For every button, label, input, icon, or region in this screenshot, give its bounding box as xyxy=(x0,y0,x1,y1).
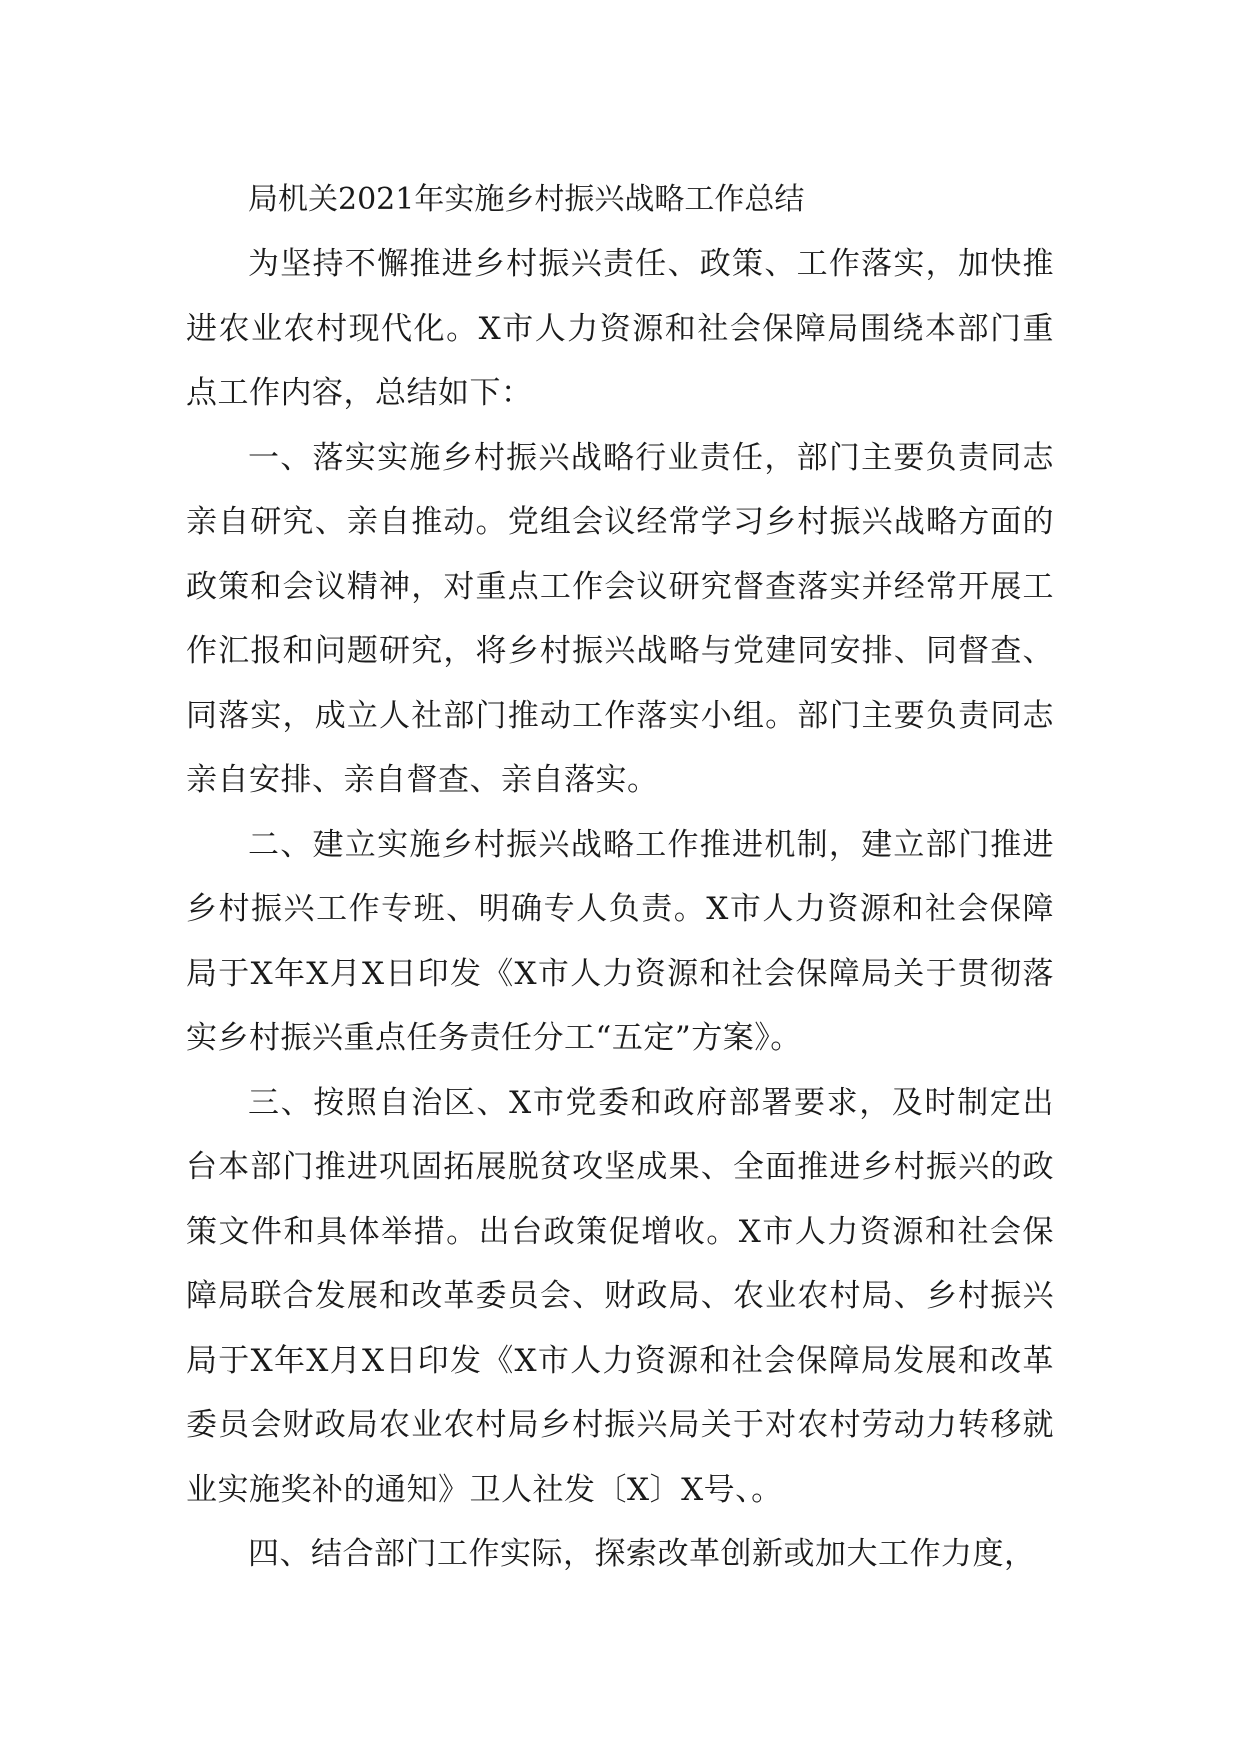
paragraph-section-4: 四、结合部门工作实际，探索改革创新或加大工作力度， xyxy=(248,1536,1036,1572)
document-title: 局机关2021年实施乡村振兴战略工作总结 xyxy=(248,182,805,217)
document-body xyxy=(186,168,1054,1587)
paragraph-section-1: 一、落实实施乡村振兴战略行业责任，部门主要负责同志亲自研究、亲自推动。党组会议经常学习乡村振兴战略方面的政策和会议精神，对重点工作会议研究督查落实并经常开展工作汇报和问题研究，将乡村振兴战略与党建同安排、同督查、同落实，成立人社部门推动工作落实小组。部门主要负责同志亲自安排、亲自督查、亲自落实。 xyxy=(186,439,1054,798)
paragraph-intro: 为坚持不懈推进乡村振兴责任、政策、工作落实，加快推进农业农村现代化。X市人力资源和社会保障局围绕本部门重点工作内容，总结如下： xyxy=(186,246,1054,411)
paragraph-section-2: 二、建立实施乡村振兴战略工作推进机制，建立部门推进乡村振兴工作专班、明确专人负责。X市人力资源和社会保障局于X年X月X日印发《X市人力资源和社会保障局关于贯彻落实乡村振兴重点任务责任分工“五定”方案》。 xyxy=(186,826,1054,1056)
paragraph-section-3: 三、按照自治区、X市党委和政府部署要求，及时制定出台本部门推进巩固拓展脱贫攻坚成果、全面推进乡村振兴的政策文件和具体举措。出台政策促增收。X市人力资源和社会保障局联合发展和改革委员会、财政局、农业农村局、乡村振兴局于X年X月X日印发《X市人力资源和社会保障局发展和改革委员会财政局农业农村局乡村振兴局关于对农村劳动力转移就业实施奖补的通知》卫人社发〔X〕X号、。 xyxy=(186,1084,1054,1508)
